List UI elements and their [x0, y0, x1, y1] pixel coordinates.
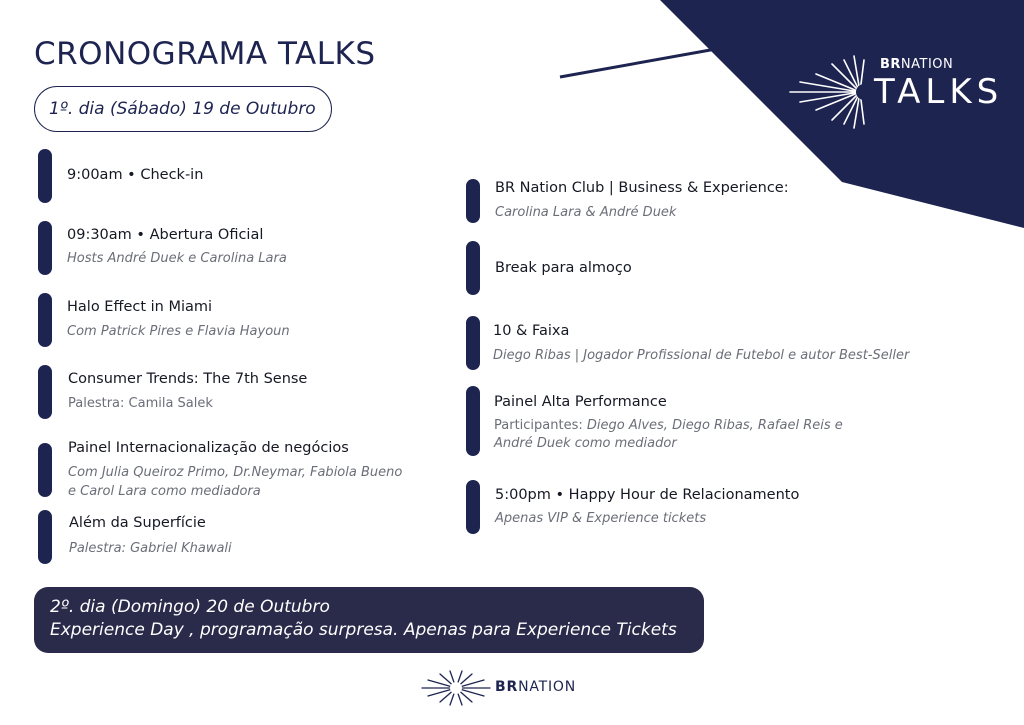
schedule-item-sub: Com Julia Queiroz Primo, Dr.Neymar, Fabiola Bueno [68, 465, 403, 480]
talks-logo-text: TALKS [874, 72, 1004, 112]
item-bar [38, 443, 52, 497]
footer-brand-bold: BR [495, 679, 519, 695]
sunburst-logo-icon [788, 52, 872, 132]
schedule-item-sub-prefix: Participantes: [494, 418, 587, 433]
schedule-item-sub: Apenas VIP & Experience tickets [495, 511, 707, 526]
schedule-item-sub-2: e Carol Lara como mediadora [68, 484, 261, 499]
footer-brand-light: NATION [518, 679, 576, 695]
day1-label: 1º. dia (Sábado) 19 de Outubro [34, 86, 332, 132]
day2-description: Experience Day , programação surpresa. Apenas para Experience Tickets [50, 620, 677, 640]
schedule-item-title: Halo Effect in Miami [67, 299, 213, 315]
schedule-item-sub [494, 416, 843, 435]
item-bar [466, 241, 480, 295]
schedule-item-sub-names: Diego Alves, Diego Ribas, Rafael Reis e [586, 418, 843, 433]
day2-title: 2º. dia (Domingo) 20 de Outubro [50, 597, 330, 617]
schedule-item-title: 9:00am • Check-in [67, 167, 204, 183]
schedule-item-sub: Carolina Lara & André Duek [495, 205, 677, 220]
footer-sunburst-icon [420, 670, 492, 706]
schedule-item-title: Break para almoço [495, 260, 632, 276]
schedule-item-title: 09:30am • Abertura Oficial [67, 227, 264, 243]
schedule-item-title: Consumer Trends: The 7th Sense [68, 371, 308, 387]
brand-logo-bold: BR [880, 57, 901, 72]
schedule-item-sub: Com Patrick Pires e Flavia Hayoun [67, 324, 290, 339]
schedule-item-title: 5:00pm • Happy Hour de Relacionamento [495, 487, 800, 503]
schedule-item-title: Painel Alta Performance [494, 394, 667, 410]
item-bar [38, 365, 52, 419]
schedule-item-sub: Palestra: Gabriel Khawali [69, 541, 232, 556]
page-title: CRONOGRAMA TALKS [34, 36, 376, 72]
item-bar [466, 480, 480, 534]
schedule-item-sub: Diego Ribas | Jogador Profissional de Futebol e autor Best-Seller [493, 348, 910, 363]
schedule-item-title: BR Nation Club | Business & Experience: [495, 180, 789, 196]
schedule-item-sub-2: André Duek como mediador [494, 436, 677, 451]
brand-logo-text [880, 57, 953, 72]
schedule-item-title: Painel Internacionalização de negócios [68, 440, 349, 456]
item-bar [38, 293, 52, 347]
item-bar [38, 221, 52, 275]
schedule-item-sub: Palestra: Camila Salek [68, 396, 213, 411]
item-bar [466, 386, 480, 456]
day2-banner [34, 587, 704, 653]
item-bar [38, 510, 52, 564]
item-bar [466, 179, 480, 223]
brand-logo-light: NATION [900, 57, 954, 72]
schedule-item-title: 10 & Faixa [493, 323, 570, 339]
schedule-item-sub: Hosts André Duek e Carolina Lara [67, 251, 287, 266]
schedule-item-title: Além da Superfície [69, 515, 206, 531]
item-bar [38, 149, 52, 203]
item-bar [466, 316, 480, 370]
footer-brand-text [495, 679, 576, 695]
